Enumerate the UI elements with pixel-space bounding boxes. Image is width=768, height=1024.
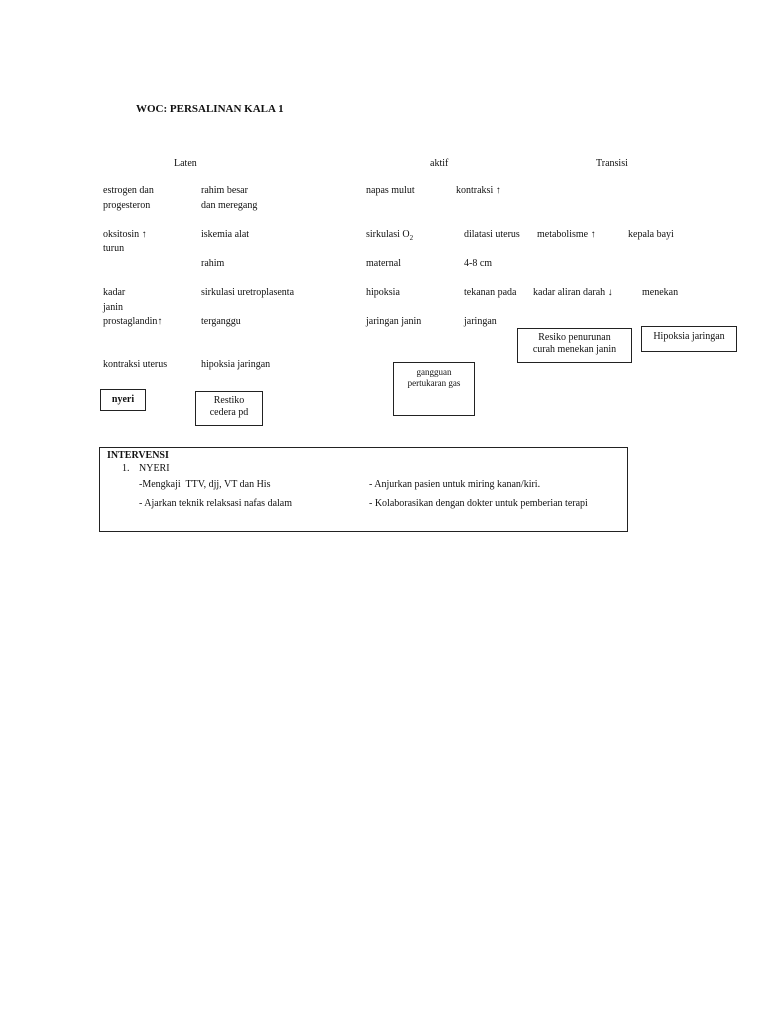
intervensi-right-2: - Kolaborasikan dengan dokter untuk pemberian terapi [369, 498, 588, 509]
intervensi-heading: INTERVENSI [107, 450, 169, 461]
aktif-dilatasi: dilatasi uterus [464, 229, 520, 240]
diagnosis-box-restiko: Restiko cedera pd [195, 391, 263, 426]
phase-aktif-heading: aktif [430, 158, 449, 169]
laten-kadar: kadar [103, 287, 126, 298]
laten-janin: janin [103, 302, 123, 313]
aktif-sirkulasi-o2: sirkulasi $O_2$ [366, 229, 414, 242]
laten-turun: turun [103, 243, 125, 254]
laten-terganggu: terganggu [201, 316, 241, 327]
diagnosis-box-nyeri: nyeri [100, 389, 146, 411]
laten-sirkulasi: sirkulasi uretroplasenta [201, 287, 295, 298]
aktif-napas-mulut: napas mulut [366, 185, 415, 196]
laten-rahim-besar: rahim besar [201, 185, 248, 196]
laten-kontraksi-uterus: kontraksi uterus [103, 359, 168, 370]
intervensi-right-1: - Anjurkan pasien untuk miring kanan/kiri. [369, 479, 541, 490]
page-title: WOC: PERSALINAN KALA 1 [136, 103, 284, 115]
laten-progesteron: progesteron [103, 200, 151, 211]
laten-oksitosin: oksitosin ↑ [103, 229, 147, 240]
aktif-maternal: maternal [366, 258, 401, 269]
aktif-hipoksia: hipoksia [366, 287, 400, 298]
laten-estrogen: estrogen dan [103, 185, 154, 196]
aktif-kontraksi: kontraksi ↑ [456, 185, 501, 196]
transisi-menekan: menekan [642, 287, 679, 298]
transisi-metabolisme: metabolisme ↑ [537, 229, 596, 240]
laten-rahim: rahim [201, 258, 225, 269]
phase-transisi-heading: Transisi [596, 158, 628, 169]
intervensi-left-1: -Mengkaji TTV, djj, VT dan His [139, 479, 271, 490]
intervensi-item-number: 1. [122, 463, 130, 474]
aktif-tekanan: tekanan pada [464, 287, 517, 298]
aktif-jaringan: jaringan [464, 316, 497, 327]
laten-hipoksia-jaringan: hipoksia jaringan [201, 359, 271, 370]
transisi-kepala-bayi: kepala bayi [628, 229, 674, 240]
aktif-jaringan-janin: jaringan janin [366, 316, 422, 327]
diagnosis-box-hipoksia: Hipoksia jaringan [641, 326, 737, 352]
diagnosis-box-gangguan: gangguan pertukaran gas [393, 362, 475, 416]
diagnosis-box-resiko: Resiko penurunan curah menekan janin [517, 328, 632, 363]
laten-prostaglandin: prostaglandin↑ [103, 316, 163, 327]
laten-meregang: dan meregang [201, 200, 258, 211]
intervensi-item-label: NYERI [139, 463, 170, 474]
laten-iskemia: iskemia alat [201, 229, 250, 240]
intervensi-left-2: - Ajarkan teknik relaksasi nafas dalam [139, 498, 292, 509]
transisi-kadar-aliran: kadar aliran darah ↓ [533, 287, 613, 298]
phase-laten-heading: Laten [174, 158, 197, 169]
aktif-4-8-cm: 4-8 cm [464, 258, 493, 269]
